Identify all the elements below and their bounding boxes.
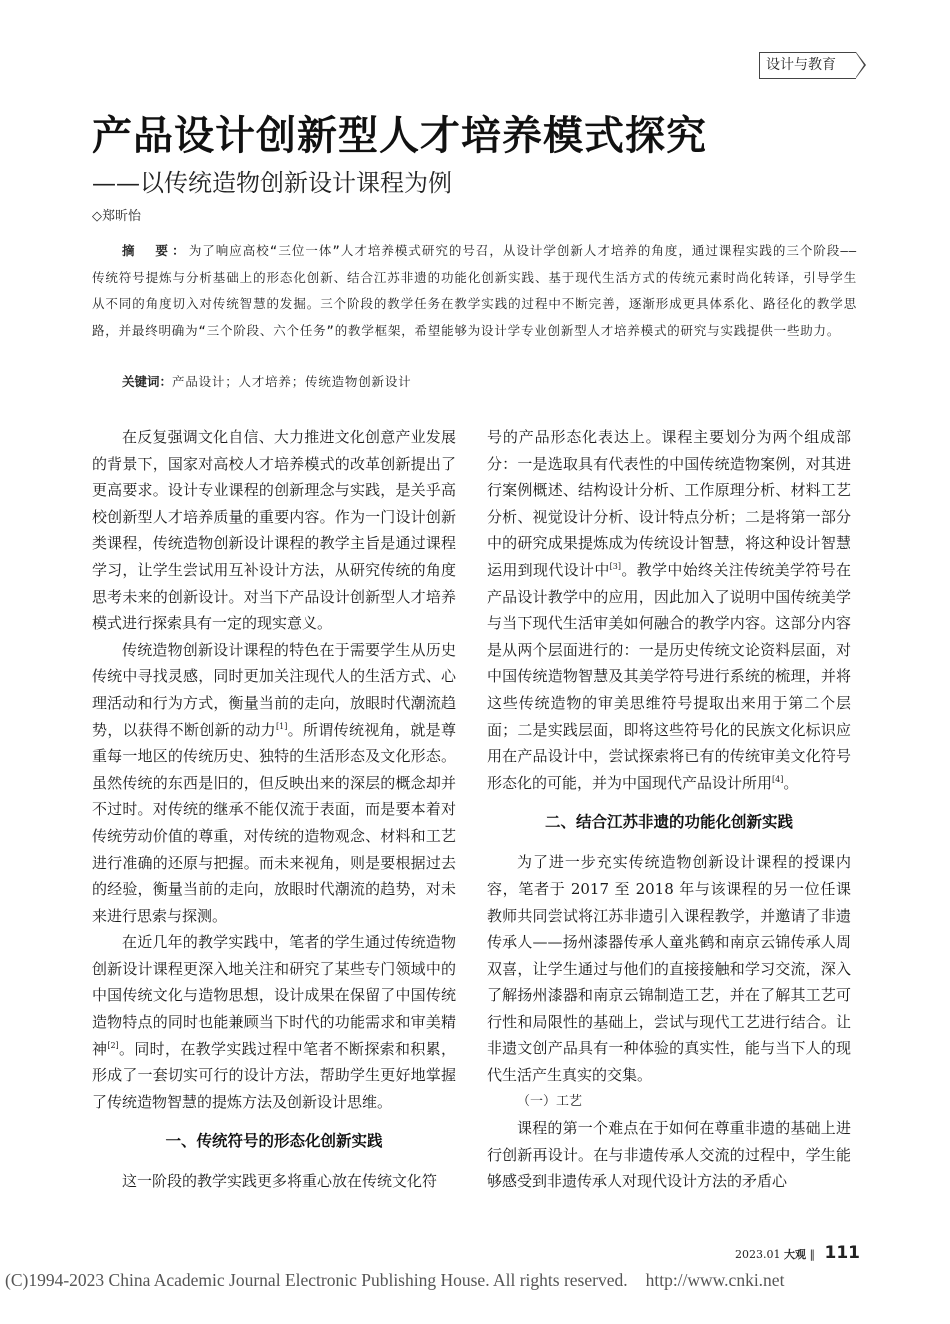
paragraph-text: 在近几年的教学实践中，笔者的学生通过传统造物创新设计课程更深入地关注和研究了某些专门领域中的中国传统文化与造物思想，设计成果在保留了中国传统造物特点的同时也能兼顾当下时代的功能需求和审美精神 (92, 933, 456, 1058)
paragraph (92, 929, 456, 1115)
paragraph-text: 。 (783, 773, 799, 792)
section-heading-1: 一、传统符号的形态化创新实践 (165, 1132, 383, 1151)
paragraph: 为了进一步充实传统造物创新设计课程的授课内容，笔者于 2017 至 2018 年与该课程的另一位任课教师共同尝试将江苏非遗引入课程教学，并邀请了非遗传承人——扬州漆器传承人童兆鹤和南京云锦传承人周双喜，让学生通过与他们的直接接触和学习交流，深入了解扬州漆器和南京云锦制造工艺，并在了解其工艺可行性和局限性的基础上，尝试与现代工艺进行结合。让非遗文创产品具有一种体验的真实性，能与当下人的现代生活产生真实的交集。 (487, 853, 851, 1085)
copyright-watermark (5, 1270, 784, 1291)
page-footer (735, 1243, 860, 1263)
copyright-text: (C)1994-2023 China Academic Journal Electronic Publishing House. All rights reserved. (5, 1270, 628, 1290)
reference-4[interactable]: [4] (772, 774, 784, 784)
article-subtitle: ——以传统造物创新设计课程为例 (92, 169, 452, 197)
right-column (487, 424, 851, 1195)
paragraph: 课程的第一个难点在于如何在尊重非遗的基础上进行创新再设计。在与非遗传承人交流的过程中，学生能够感受到非遗传承人对现代设计方法的矛盾心 (487, 1119, 851, 1191)
keywords-text: 产品设计；人才培养；传统造物创新设计 (172, 374, 412, 389)
issue-date: 2023.01 (735, 1248, 781, 1261)
section-heading-2: 二、结合江苏非遗的功能化创新实践 (544, 813, 793, 832)
paragraph-text: 。教学中始终关注传统美学符号在产品设计教学中的应用，因此加入了说明中国传统美学与当下现代生活审美如何融合的教学内容。这部分内容是从两个层面进行的：一是历史传统文论资料层面，对中国传统造物智慧及其美学符号进行系统的梳理，并将这些传统造物的审美思维符号提取出来用于第二个层面；二是实践层面，即将这些符号化的民族文化标识应用在产品设计中，尝试探索将已有的传统审美文化符号形态化的可能，并为中国现代产品设计所用 (487, 560, 851, 792)
section-tag: 设计与教育 (759, 52, 856, 79)
paragraph: 在反复强调文化自信、大力推进文化创意产业发展的背景下，国家对高校人才培养模式的改革创新提出了更高要求。设计专业课程的创新理念与实践，是关乎高校创新型人才培养质量的重要内容。作为一门设计创新类课程，传统造物创新设计课程的教学主旨是通过课程学习，让学生尝试用互补设计方法，从研究传统的角度思考未来的创新设计。对当下产品设计创新型人才培养模式进行探索具有一定的现实意义。 (92, 428, 456, 633)
reference-3[interactable]: [3] (609, 561, 621, 571)
abstract (92, 238, 857, 344)
paragraph (487, 424, 851, 796)
abstract-label: 摘 要： (122, 243, 189, 258)
paragraph-text: 传统造物创新设计课程的特色在于需要学生从历史传统中寻找灵感，同时更加关注现代人的生活方式、心理活动和行为方式，衡量当前的走向，放眼时代潮流趋势，以获得不断创新的动力 (92, 640, 456, 739)
paragraph-text: 号的产品形态化表达上。课程主要划分为两个组成部分：一是选取具有代表性的中国传统造物案例，对其进行案例概述、结构设计分析、工作原理分析、材料工艺分析、视觉设计分析、设计特点分析；二是将第一部分中的研究成果提炼成为传统设计智慧，将这种设计智慧运用到现代设计中 (487, 428, 851, 579)
keywords (122, 372, 411, 390)
subsection-heading: （一）工艺 (517, 1093, 583, 1109)
article-title: 产品设计创新型人才培养模式探究 (92, 113, 707, 159)
paragraph-text: 。同时，在教学实践过程中笔者不断探索和积累，形成了一套切实可行的设计方法，帮助学生更好地掌握了传统造物智慧的提炼方法及创新设计思维。 (92, 1039, 456, 1111)
author: ◇郑昕怡 (92, 209, 141, 224)
reference-1[interactable]: [1] (275, 721, 288, 731)
left-column (92, 424, 456, 1195)
cnki-url[interactable]: http://www.cnki.net (645, 1270, 785, 1290)
paragraph: 这一阶段的教学实践更多将重心放在传统文化符 (122, 1172, 438, 1191)
magazine-name: 大观 (784, 1248, 806, 1261)
keywords-label: 关键词： (122, 374, 173, 389)
paragraph-text: 。所谓传统视角，就是尊重每一地区的传统历史、独特的生活形态及文化形态。虽然传统的东西是旧的，但反映出来的深层的概念却并不过时。对传统的继承不能仅流于表面，而是要本着对传统劳动价值的尊重，对传统的造物观念、材料和工艺进行准确的还原与把握。而未来视角，则是要根据过去的经验，衡量当前的走向，放眼时代潮流的趋势，对未来进行思索与探测。 (92, 720, 456, 925)
abstract-text: 为了响应高校“三位一体”人才培养模式研究的号召，从设计学创新人才培养的角度，通过课程实践的三个阶段——传统符号提炼与分析基础上的形态化创新、结合江苏非遗的功能化创新实践、基于现代生活方式的传统元素时尚化转译，引导学生从不同的角度切入对传统智慧的发掘。三个阶段的教学任务在教学实践的过程中不断完善，逐渐形成更具体系化、路径化的教学思路，并最终明确为“三个阶段、六个任务”的教学框架，希望能够为设计学专业创新型人才培养模式的研究与实践提供一些助力。 (92, 243, 857, 338)
reference-2[interactable]: [2] (107, 1040, 119, 1050)
page-number: 111 (824, 1243, 860, 1263)
footer-separator: ‖ (809, 1248, 815, 1261)
paragraph (92, 637, 456, 930)
